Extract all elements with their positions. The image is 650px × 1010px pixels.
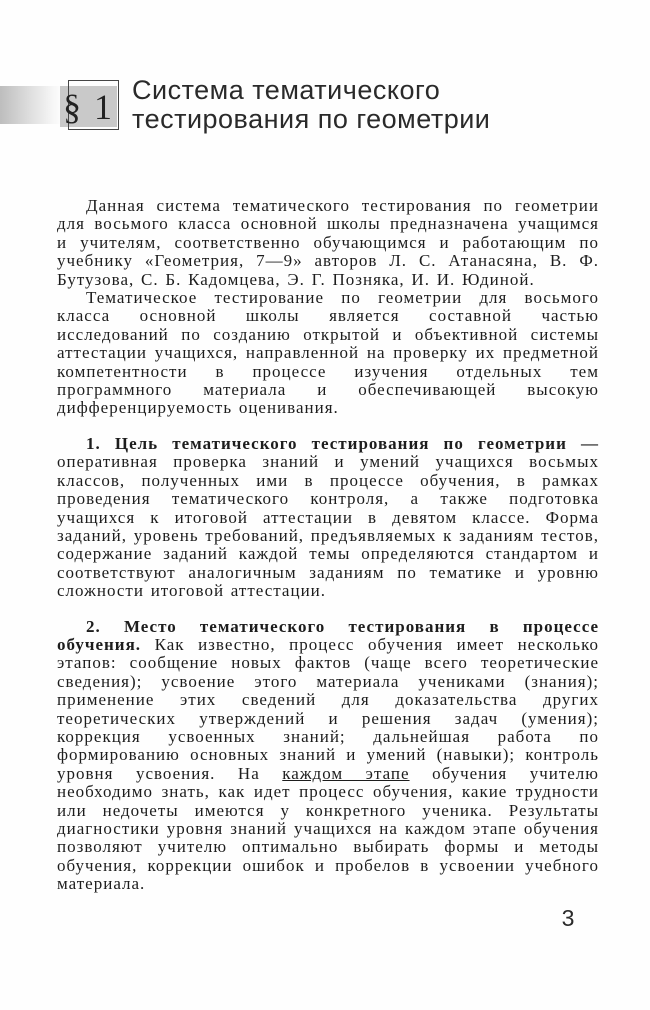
body-text [57, 197, 599, 894]
scan-edge-gradient [0, 86, 62, 124]
paragraph-place: 2. Место тематического тестирования в процессе обучения. Как известно, процесс обучения имеет несколько этапов: сообщение новых фактов (чаще всего теоретические сведения); усвоение этого материала учениками (знания); применение этих сведений для доказательства других теоретических утверждений и решения задач (умения); коррекция усвоенных знаний; дальнейшая работа по формированию основных знаний и умений (навыки); контроль уровня усвоения. На каждом этапе обучения учителю необходимо знать, как идет процесс обучения, какие трудности или недочеты имеются у конкретного ученика. Результаты диагностики уровня знаний учащихся на каждом этапе обучения позволяют учителю оптимально выбирать формы и методы обучения, коррекции ошибок и пробелов в усвоении учебного материала. [57, 616, 600, 894]
page-title-line-1: Система тематического [132, 75, 441, 105]
page-number: 3 [561, 905, 575, 931]
page-title [132, 76, 490, 134]
page-title-line-2: тестирования по геометрии [132, 104, 491, 134]
paragraph-goal: 1. Цель тематического тестирования по геометрии — оперативная проверка знаний и умений учащихся восьмых классов, полученных ими в процессе обучения, в рамках проведения тематического контроля, а также подготовка учащихся к итоговой аттестации в девятом классе. Форма заданий, уровень требований, предъявляемых к заданиям тестов, содержание заданий каждой темы определяются стандартом и соответствуют аналогичным заданиям по тематике и уровню сложности итоговой аттестации. [57, 433, 599, 601]
section-number-badge: § 1 [63, 86, 114, 127]
paragraph-research: Тематическое тестирование по геометрии для восьмого класса основной школы является составной частью исследований по созданию открытой и объективной системы аттестации учащихся, направленной на проверку их предметной компетентности в процессе изучения отдельных тем программного материала и обеспечивающей высокую дифференцируемость оценивания. [57, 288, 599, 418]
paragraph-intro: Данная система тематического тестирования по геометрии для восьмого класса основной школы предназначена учащимся и учителям, соответственно обучающимся и работающим по учебнику «Геометрия, 7—9» авторов Л. С. Атанасяна, В. Ф. Бутузова, С. Б. Кадомцева, Э. Г. Позняка, И. И. Юдиной. [57, 196, 599, 289]
